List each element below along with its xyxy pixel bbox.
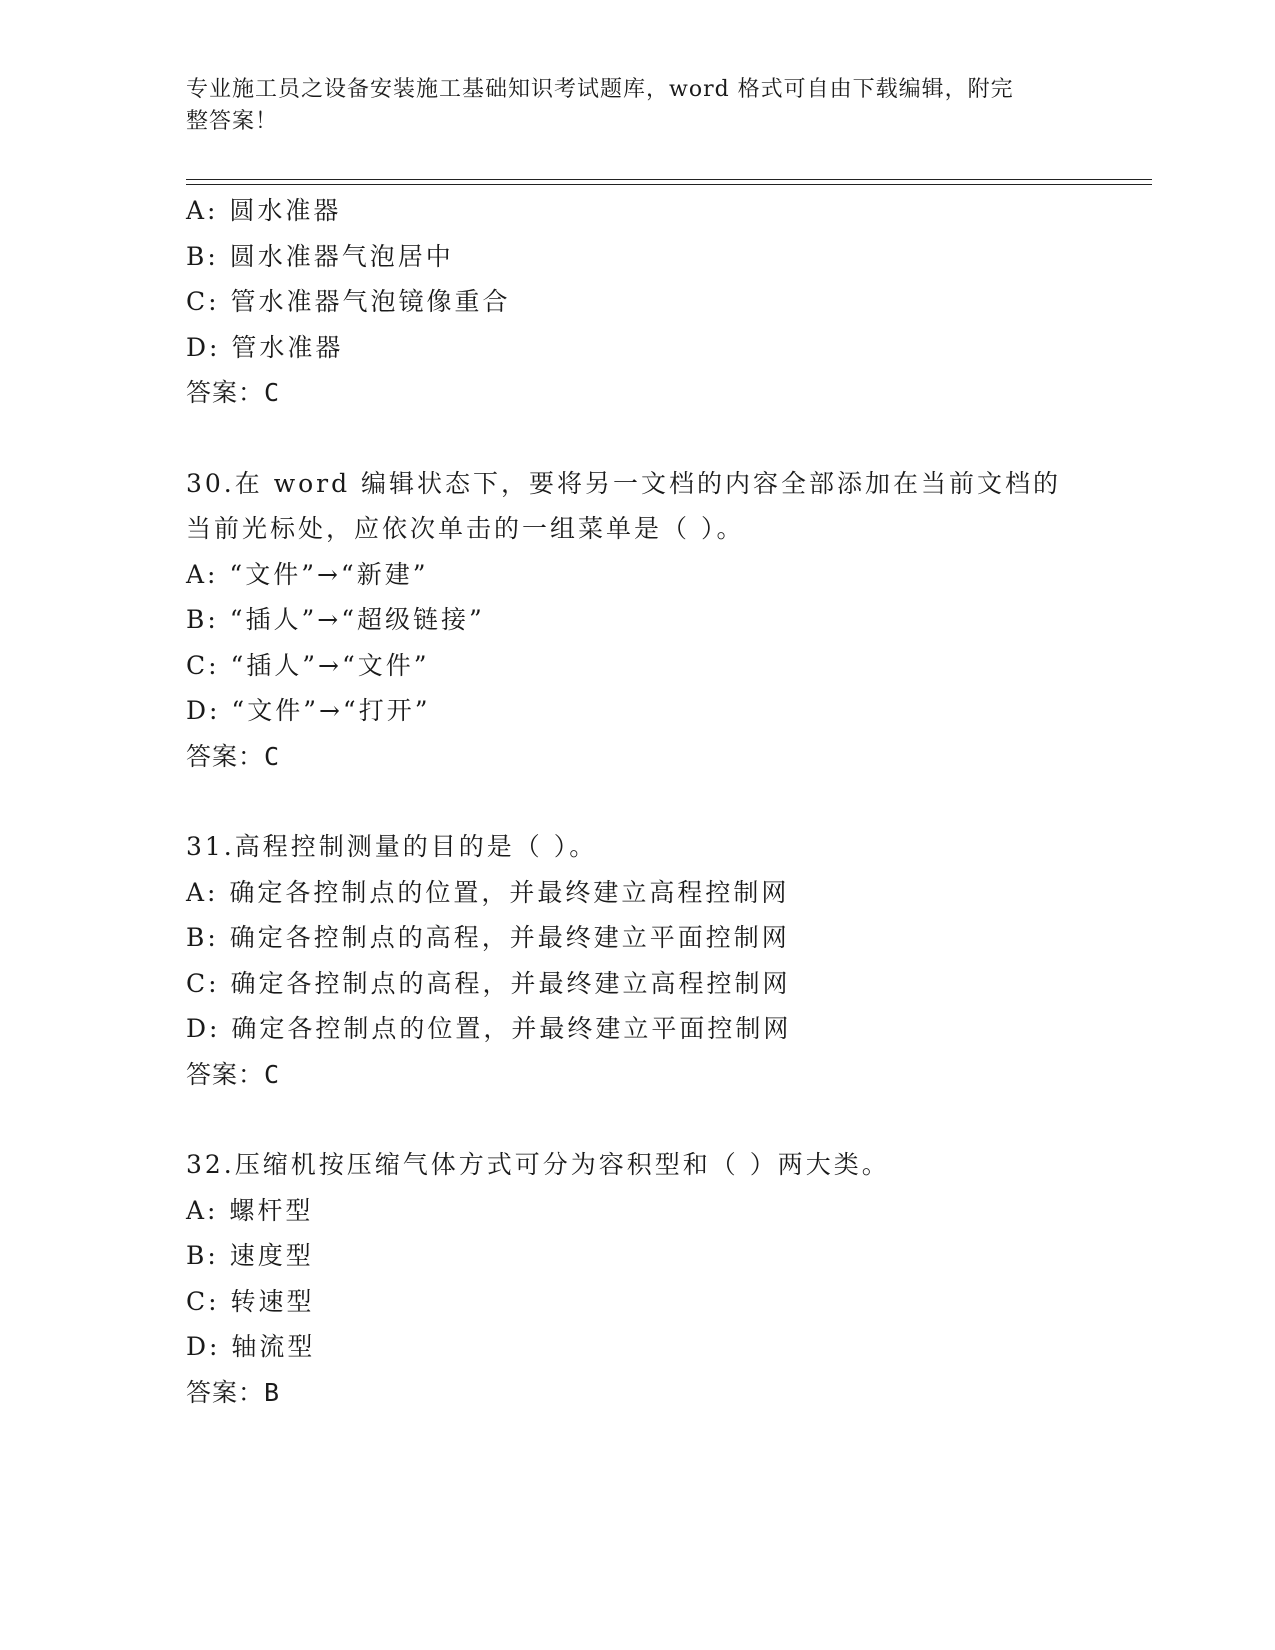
question-29 <box>186 188 1152 416</box>
option-c: C: 转速型 <box>186 1286 315 1316</box>
option-c: C: “插人”→“文件” <box>186 650 430 680</box>
header-line-1: 专业施工员之设备安装施工基础知识考试题库，word 格式可自由下载编辑，附完 <box>186 77 1014 102</box>
answer-label: 答案： <box>186 1059 265 1089</box>
option-a: A: 螺杆型 <box>186 1195 314 1225</box>
header-rule-top <box>186 179 1152 180</box>
option-c: C: 确定各控制点的高程，并最终建立高程控制网 <box>186 968 791 998</box>
option-a: A: “文件”→“新建” <box>186 559 429 589</box>
question-31 <box>186 824 1152 1097</box>
option-b: B: 确定各控制点的高程，并最终建立平面控制网 <box>186 923 790 952</box>
answer-line <box>186 1370 1152 1416</box>
answer-line <box>186 734 1152 780</box>
answer-line <box>186 1052 1152 1098</box>
header-rule-bottom <box>186 184 1152 185</box>
option-a: A: 圆水准器 <box>186 196 342 225</box>
question-list <box>186 188 1152 1415</box>
option-d: D: “文件”→“打开” <box>186 696 431 725</box>
option-d: D: 轴流型 <box>186 1332 316 1361</box>
option-d: D: 确定各控制点的位置，并最终建立平面控制网 <box>186 1014 792 1043</box>
question-stem-line-1: 31.高程控制测量的目的是（ ）。 <box>186 832 598 861</box>
answer-value: B <box>264 1377 281 1407</box>
option-b: B: 圆水准器气泡居中 <box>186 241 454 271</box>
option-b: B: 速度型 <box>186 1241 314 1270</box>
document-header <box>186 74 1066 138</box>
answer-label: 答案： <box>186 1377 265 1407</box>
question-stem-line-2: 当前光标处，应依次单击的一组菜单是（ ）。 <box>186 514 745 543</box>
option-a: A: 确定各控制点的位置，并最终建立高程控制网 <box>186 877 790 907</box>
answer-value: C <box>264 741 281 771</box>
question-stem-line-1: 30.在 word 编辑状态下，要将另一文档的内容全部添加在当前文档的 <box>186 468 1062 498</box>
option-c: C: 管水准器气泡镜像重合 <box>186 287 511 316</box>
question-stem-line-1: 32.压缩机按压缩气体方式可分为容积型和（ ）两大类。 <box>186 1150 890 1179</box>
answer-line <box>186 370 1152 416</box>
answer-value: C <box>264 1059 281 1089</box>
answer-label: 答案： <box>186 378 265 407</box>
answer-value: C <box>264 378 281 407</box>
answer-label: 答案： <box>186 741 265 771</box>
header-line-2: 整答案！ <box>186 109 279 134</box>
option-b: B: “插人”→“超级链接” <box>186 605 485 634</box>
question-32 <box>186 1142 1152 1415</box>
option-d: D: 管水准器 <box>186 332 344 362</box>
question-30 <box>186 461 1152 780</box>
